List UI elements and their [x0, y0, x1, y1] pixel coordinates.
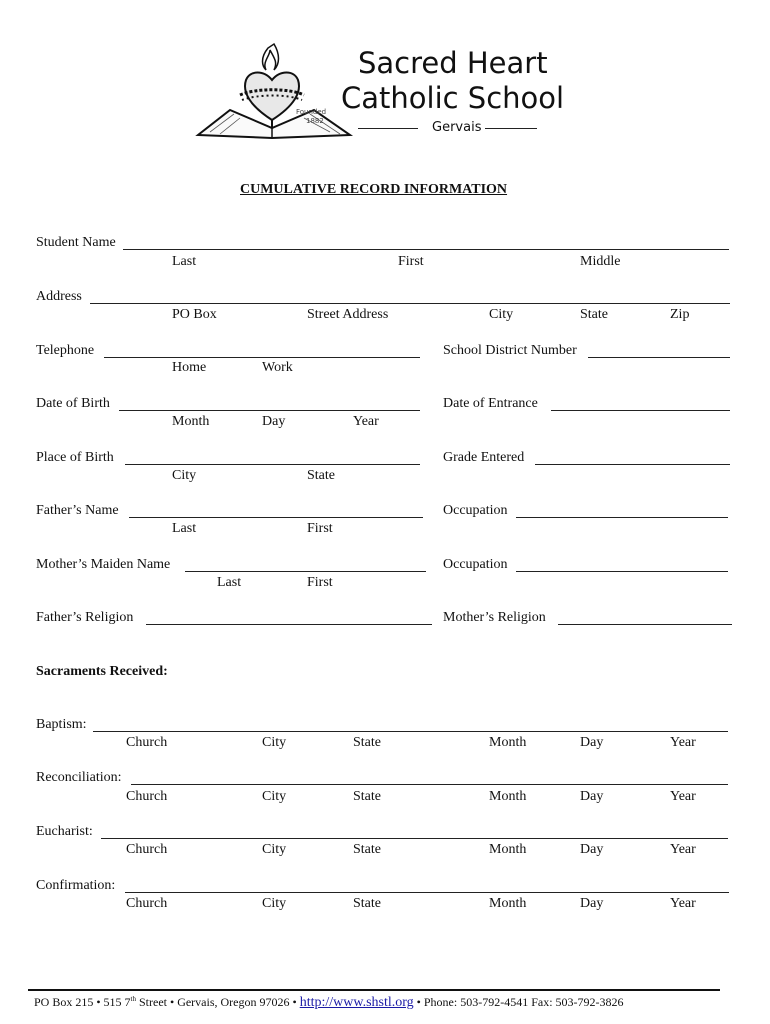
dob-sub-year: Year: [353, 414, 379, 429]
confirmation-sub-city: City: [262, 896, 287, 911]
reconciliation-sub-month: Month: [489, 789, 527, 804]
logo-divider-right: [485, 128, 537, 129]
sacrament-baptism-label: Baptism:: [36, 717, 87, 732]
baptism-sub-state: State: [353, 735, 381, 750]
mother-name-label: Mother’s Maiden Name: [36, 557, 171, 572]
reconciliation-sub-city: City: [262, 789, 287, 804]
father-name-sub-last: Last: [172, 521, 197, 536]
telephone-sub-work: Work: [262, 360, 293, 375]
telephone-sub-home: Home: [172, 360, 207, 375]
father-name-sub-first: First: [307, 521, 333, 536]
grade-entered-label: Grade Entered: [443, 450, 525, 465]
date-entrance-field[interactable]: [551, 410, 730, 411]
address-sub-state: State: [580, 307, 608, 322]
student-name-sub-last: Last: [172, 254, 197, 269]
footer-rule: [28, 989, 720, 991]
mother-religion-label: Mother’s Religion: [443, 610, 546, 625]
address-sub-city: City: [489, 307, 514, 322]
occupation-2-field[interactable]: [516, 571, 728, 572]
school-name-line2: Catholic School: [341, 81, 565, 115]
date-entrance-label: Date of Entrance: [443, 396, 538, 411]
confirmation-sub-day: Day: [580, 896, 604, 911]
pob-label: Place of Birth: [36, 450, 114, 465]
footer-superscript: th: [130, 995, 136, 1003]
dob-sub-day: Day: [262, 414, 286, 429]
address-label: Address: [36, 289, 82, 304]
confirmation-sub-month: Month: [489, 896, 527, 911]
baptism-sub-month: Month: [489, 735, 527, 750]
sacrament-confirmation-field[interactable]: [125, 892, 729, 893]
school-name-line1: Sacred Heart: [358, 46, 548, 80]
founded-label: Founded: [296, 108, 327, 116]
confirmation-sub-church: Church: [126, 896, 168, 911]
baptism-sub-year: Year: [670, 735, 696, 750]
footer-address-suffix: Street • Gervais, Oregon 97026 •: [136, 995, 300, 1009]
sacrament-eucharist-field[interactable]: [101, 838, 728, 839]
footer-address-prefix: PO Box 215 • 515 7: [34, 995, 131, 1009]
reconciliation-sub-church: Church: [126, 789, 168, 804]
student-name-field[interactable]: [123, 249, 729, 250]
eucharist-sub-day: Day: [580, 842, 604, 857]
eucharist-sub-city: City: [262, 842, 287, 857]
mother-religion-field[interactable]: [558, 624, 732, 625]
pob-sub-city: City: [172, 468, 197, 483]
school-district-field[interactable]: [588, 357, 730, 358]
pob-sub-state: State: [307, 468, 335, 483]
father-religion-label: Father’s Religion: [36, 610, 134, 625]
baptism-sub-day: Day: [580, 735, 604, 750]
eucharist-sub-church: Church: [126, 842, 168, 857]
grade-entered-field[interactable]: [535, 464, 730, 465]
reconciliation-sub-day: Day: [580, 789, 604, 804]
telephone-label: Telephone: [36, 343, 95, 358]
address-sub-street: Street Address: [307, 307, 389, 322]
father-name-field[interactable]: [129, 517, 423, 518]
sacrament-reconciliation-label: Reconciliation:: [36, 770, 122, 785]
founded-year: 1882: [306, 117, 324, 125]
mother-name-sub-last: Last: [217, 575, 242, 590]
father-name-label: Father’s Name: [36, 503, 119, 518]
logo-divider-left: [358, 128, 418, 129]
sacraments-heading: Sacraments Received:: [36, 664, 168, 679]
dob-label: Date of Birth: [36, 396, 110, 411]
pob-field[interactable]: [125, 464, 420, 465]
occupation-2-label: Occupation: [443, 557, 508, 572]
confirmation-sub-year: Year: [670, 896, 696, 911]
footer-website-link[interactable]: http://www.shstl.org: [299, 995, 414, 1010]
footer: [34, 995, 624, 1011]
father-religion-field[interactable]: [146, 624, 432, 625]
school-district-label: School District Number: [443, 343, 577, 358]
eucharist-sub-year: Year: [670, 842, 696, 857]
address-sub-pobox: PO Box: [172, 307, 217, 322]
sacrament-reconciliation-field[interactable]: [131, 784, 728, 785]
student-name-sub-middle: Middle: [580, 254, 621, 269]
baptism-sub-church: Church: [126, 735, 168, 750]
dob-sub-month: Month: [172, 414, 210, 429]
occupation-1-label: Occupation: [443, 503, 508, 518]
student-name-sub-first: First: [398, 254, 424, 269]
student-name-label: Student Name: [36, 235, 116, 250]
telephone-field[interactable]: [104, 357, 420, 358]
confirmation-sub-state: State: [353, 896, 381, 911]
eucharist-sub-month: Month: [489, 842, 527, 857]
sacrament-confirmation-label: Confirmation:: [36, 878, 116, 893]
sacrament-eucharist-label: Eucharist:: [36, 824, 93, 839]
mother-name-field[interactable]: [185, 571, 426, 572]
mother-name-sub-first: First: [307, 575, 333, 590]
form-title: CUMULATIVE RECORD INFORMATION: [240, 182, 508, 197]
footer-phone: • Phone: 503-792-4541 Fax: 503-792-3826: [413, 995, 624, 1009]
eucharist-sub-state: State: [353, 842, 381, 857]
baptism-sub-city: City: [262, 735, 287, 750]
school-location: Gervais: [432, 120, 482, 135]
dob-field[interactable]: [119, 410, 420, 411]
reconciliation-sub-year: Year: [670, 789, 696, 804]
sacrament-baptism-field[interactable]: [93, 731, 728, 732]
reconciliation-sub-state: State: [353, 789, 381, 804]
address-field[interactable]: [90, 303, 730, 304]
occupation-1-field[interactable]: [516, 517, 728, 518]
address-sub-zip: Zip: [670, 307, 690, 322]
